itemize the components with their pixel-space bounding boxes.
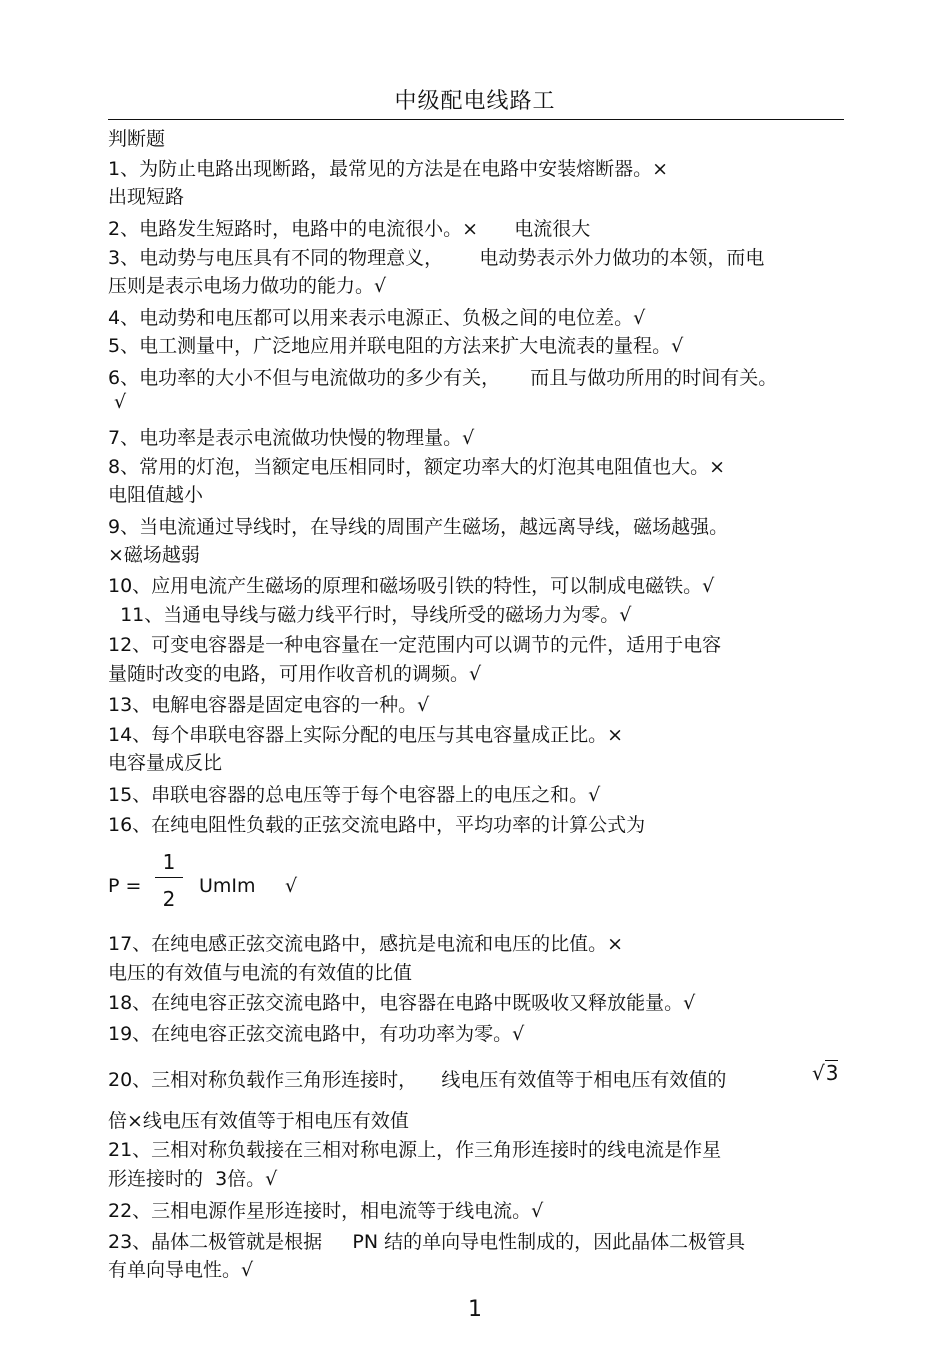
text-line: 12、可变电容器是一种电容量在一定范围内可以调节的元件，适用于电容	[108, 634, 722, 656]
title-rule	[108, 119, 844, 120]
section-heading: 判断题	[108, 128, 166, 150]
text-line: 17、在纯电感正弦交流电路中，感抗是电流和电压的比值。×	[108, 933, 624, 955]
sqrt-expression	[812, 1061, 838, 1085]
text-line: 6、电功率的大小不但与电流做功的多少有关， 而且与做功所用的时间有关。	[108, 367, 778, 389]
text-line: 形连接时的 3倍。√	[108, 1168, 278, 1190]
text-line: 压则是表示电场力做功的能力。√	[108, 275, 387, 297]
radical-sign: √	[812, 1061, 825, 1085]
page-number: 1	[468, 1297, 482, 1322]
text-line: 8、常用的灯泡，当额定电压相同时，额定功率大的灯泡其电阻值也大。×	[108, 456, 726, 478]
text-line: 10、应用电流产生磁场的原理和磁场吸引铁的特性，可以制成电磁铁。√	[108, 575, 715, 597]
text-line: 16、在纯电阻性负载的正弦交流电路中，平均功率的计算公式为	[108, 814, 646, 836]
text-line: 出现短路	[108, 186, 185, 208]
text-line: 电压的有效值与电流的有效值的比值	[108, 962, 413, 984]
formula-rhs: UmIm	[199, 875, 256, 897]
text-line: 2、电路发生短路时，电路中的电流很小。× 电流很大	[108, 218, 591, 240]
fraction-bar	[155, 877, 183, 878]
formula-check: √	[285, 875, 298, 897]
text-line: 18、在纯电容正弦交流电路中，电容器在电路中既吸收又释放能量。√	[108, 992, 696, 1014]
text-line: 9、当电流通过导线时，在导线的周围产生磁场，越远离导线，磁场越强。	[108, 516, 729, 538]
text-line: 倍×线电压有效值等于相电压有效值	[108, 1110, 409, 1132]
formula-denominator: 2	[162, 887, 176, 911]
text-line: 电阻值越小	[108, 484, 204, 506]
text-line: 14、每个串联电容器上实际分配的电压与其电容量成正比。×	[108, 724, 624, 746]
formula-numerator: 1	[162, 850, 176, 874]
page-title: 中级配电线路工	[394, 89, 556, 114]
text-line: 19、在纯电容正弦交流电路中，有功功率为零。√	[108, 1023, 525, 1045]
radicand: 3	[825, 1061, 839, 1085]
text-line: 23、晶体二极管就是根据 PN 结的单向导电性制成的，因此晶体二极管具	[108, 1231, 746, 1253]
text-line: 21、三相对称负载接在三相对称电源上，作三角形连接时的线电流是作星	[108, 1139, 722, 1161]
formula-lhs: P =	[108, 875, 142, 897]
text-line: 有单向导电性。√	[108, 1259, 254, 1281]
text-line: 3、电动势与电压具有不同的物理意义， 电动势表示外力做功的本领，而电	[108, 247, 765, 269]
text-line: 量随时改变的电路，可用作收音机的调频。√	[108, 663, 482, 685]
text-line: 20、三相对称负载作三角形连接时， 线电压有效值等于相电压有效值的	[108, 1069, 727, 1091]
text-line: 22、三相电源作星形连接时，相电流等于线电流。√	[108, 1200, 544, 1222]
text-line: 13、电解电容器是固定电容的一种。√	[108, 694, 430, 716]
text-line: √	[108, 391, 127, 413]
text-line: 11、当通电导线与磁力线平行时，导线所受的磁场力为零。√	[108, 604, 632, 626]
text-line: 4、电动势和电压都可以用来表示电源正、负极之间的电位差。√	[108, 307, 646, 329]
text-line: 15、串联电容器的总电压等于每个电容器上的电压之和。√	[108, 784, 601, 806]
text-line: 5、电工测量中，广泛地应用并联电阻的方法来扩大电流表的量程。√	[108, 335, 684, 357]
text-line: ×磁场越弱	[108, 544, 200, 566]
text-line: 7、电功率是表示电流做功快慢的物理量。√	[108, 427, 475, 449]
text-line: 电容量成反比	[108, 752, 223, 774]
text-line: 1、为防止电路出现断路，最常见的方法是在电路中安装熔断器。×	[108, 158, 669, 180]
